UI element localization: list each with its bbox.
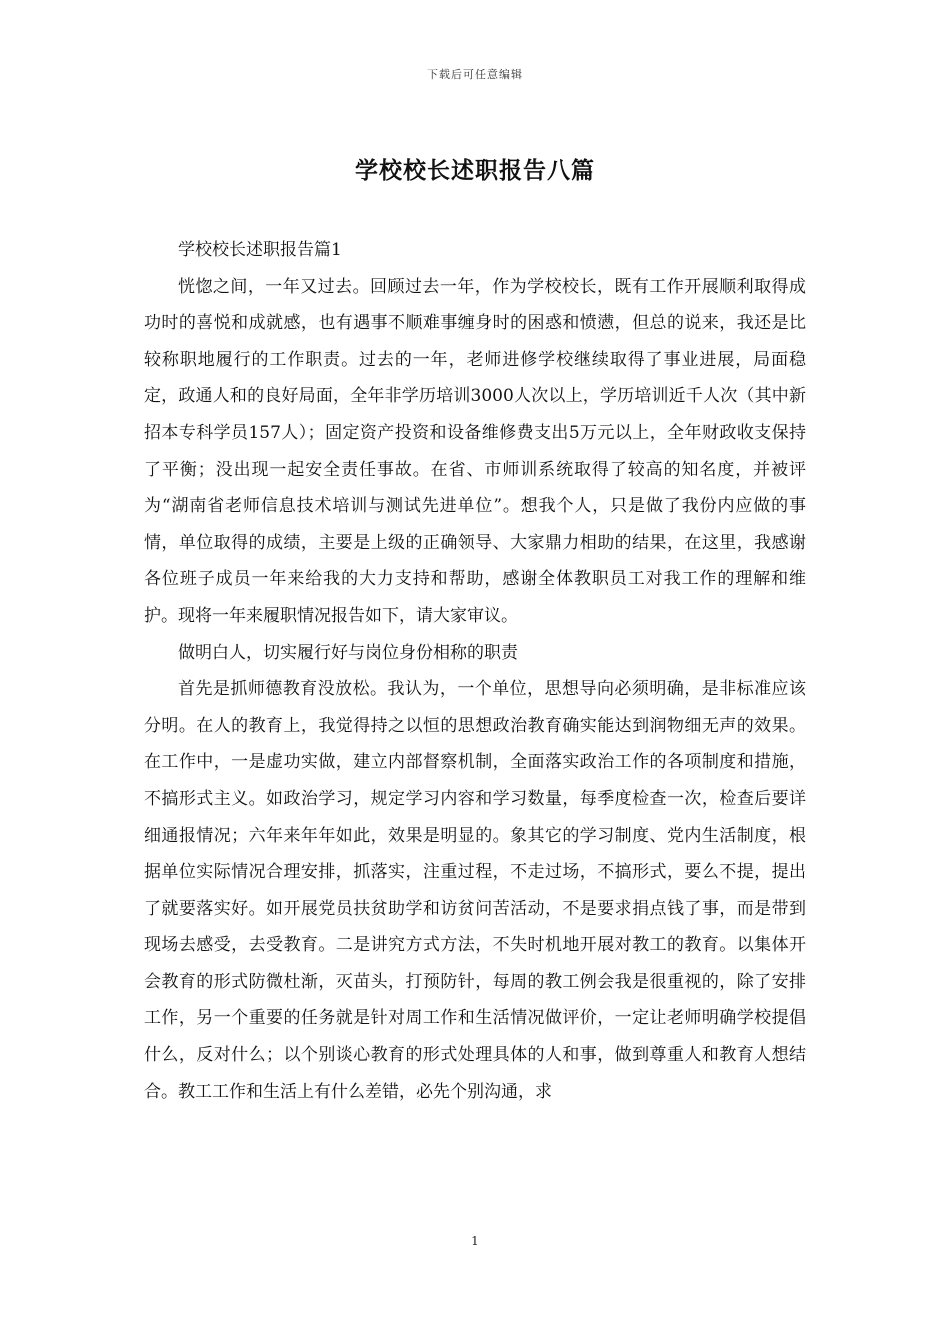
document-body <box>144 232 806 1110</box>
body-paragraph: 恍惚之间，一年又过去。回顾过去一年，作为学校校长，既有工作开展顺利取得成功时的喜悦和成就感，也有遇事不顺难事缠身时的困惑和愤懑，但总的说来，我还是比较称职地履行的工作职责。过去的一年，老师进修学校继续取得了事业进展，局面稳定，政通人和的良好局面，全年非学历培训3000人次以上，学历培训近千人次（其中新招本专科学员157人）；固定资产投资和设备维修费支出5万元以上，全年财政收支保持了平衡；没出现一起安全责任事故。在省、市师训系统取得了较高的知名度，并被评为“湖南省老师信息技术培训与测试先进单位”。想我个人，只是做了我份内应做的事情，单位取得的成绩，主要是上级的正确领导、大家鼎力相助的结果，在这里，我感谢各位班子成员一年来给我的大力支持和帮助，感谢全体教职员工对我工作的理解和维护。现将一年来履职情况报告如下，请大家审议。 <box>144 276 806 626</box>
header-note: 下载后可任意编辑 <box>427 68 523 81</box>
page-number: 1 <box>471 1234 479 1248</box>
section-heading: 做明白人，切实履行好与岗位身份相称的职责 <box>178 642 518 663</box>
section-heading: 学校校长述职报告篇1 <box>178 240 342 260</box>
document-title: 学校校长述职报告八篇 <box>355 157 595 184</box>
body-paragraph: 首先是抓师德教育没放松。我认为，一个单位，思想导向必须明确，是非标准应该分明。在人的教育上，我觉得持之以恒的思想政治教育确实能达到润物细无声的效果。在工作中，一是虚功实做，建立内部督察机制，全面落实政治工作的各项制度和措施，不搞形式主义。如政治学习，规定学习内容和学习数量，每季度检查一次，检查后要详细通报情况；六年来年年如此，效果是明显的。象其它的学习制度、党内生活制度，根据单位实际情况合理安排，抓落实，注重过程，不走过场，不搞形式，要么不提，提出了就要落实好。如开展党员扶贫助学和访贫问苦活动，不是要求捐点钱了事，而是带到现场去感受，去受教育。二是讲究方式方法，不失时机地开展对教工的教育。以集体开会教育的形式防微杜渐，灭苗头，打预防针，每周的教工例会我是很重视的，除了安排工作，另一个重要的任务就是针对周工作和生活情况做评价，一定让老师明确学校提倡什么，反对什么；以个别谈心教育的形式处理具体的人和事，做到尊重人和教育人想结合。教工工作和生活上有什么差错，必先个别沟通，求 <box>144 679 806 1102</box>
